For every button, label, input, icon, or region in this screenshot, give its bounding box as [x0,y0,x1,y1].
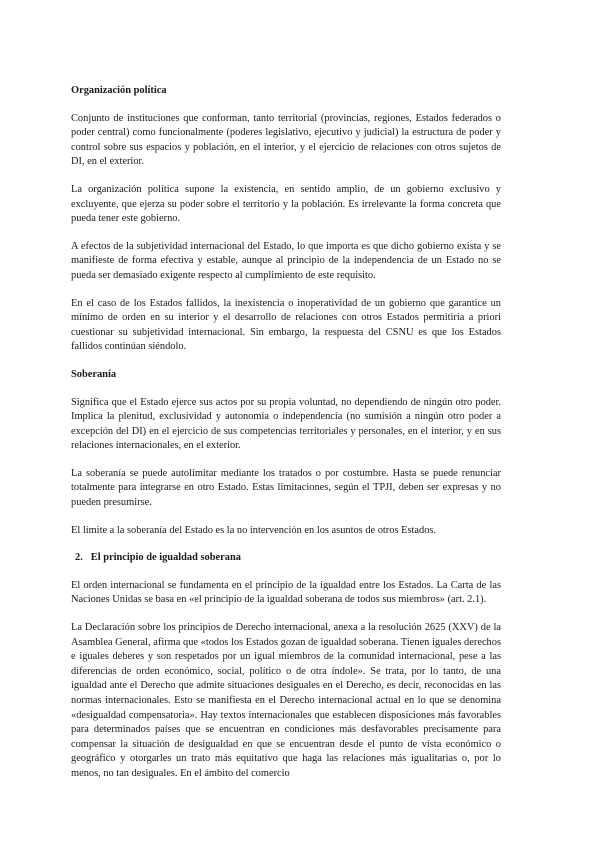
section-heading-igualdad [71,551,501,566]
paragraph: Significa que el Estado ejerce sus actos por su propia voluntad, no dependiendo de ningún otro poder. Implica la plenitud, exclusividad y autonomía o independencia (no sumisión a ningún otro poder a excepción del DI) en el ejercicio de sus competencias territoriales y personales, en el interior, y en sus relaciones internacionales, en el exterior. [71,396,501,452]
section-heading-organizacion: Organización política [71,85,167,96]
section-heading-text: El principio de igualdad soberana [90,552,241,564]
section-heading-soberania: Soberanía [71,368,117,380]
document-body [71,84,501,795]
paragraph: Conjunto de instituciones que conforman, tanto territorial (provincias, regiones, Estados federados o poder central) como funcionalmente (poderes legislativo, ejecutivo y judicial) la estructura de poder y control sobre sus espacios y población, en el interior, y el ejercicio de relaciones con otros sujetos de DI, en el exterior. [71,112,501,168]
paragraph: En el caso de los Estados fallidos, la inexistencia o inoperatividad de un gobierno que garantice un mínimo de orden en su interior y el desarrollo de relaciones con otros Estados permitiría a priori cuestionar su subjetividad internacional. Sin embargo, la respuesta del CSNU es que los Estados fallidos continúan siéndolo. [71,297,501,353]
paragraph: El límite a la soberanía del Estado es la no intervención en los asuntos de otros Estados. [71,524,437,536]
paragraph: El orden internacional se fundamenta en el principio de la igualdad entre los Estados. La Carta de las Naciones Unidas se basa en «el principio de la igualdad soberana de todos sus miembros» (art. 2.1). [71,579,501,606]
paragraph: La organización política supone la existencia, en sentido amplio, de un gobierno exclusivo y excluyente, que ejerza su poder sobre el territorio y la población. Es irrelevante la forma concreta que pueda tener este gobierno. [71,183,501,225]
section-number: 2. [75,552,83,564]
paragraph: La soberanía se puede autolimitar mediante los tratados o por costumbre. Hasta se puede renunciar totalmente para integrarse en otro Estado. Estas limitaciones, según el TPJI, deben ser expresas y no pueden presumirse. [71,467,501,509]
paragraph: A efectos de la subjetividad internacional del Estado, lo que importa es que dicho gobierno exista y se manifieste de forma efectiva y estable, aunque al principio de la independencia de un Estado no se pueda ser demasiado exigente respecto al cumplimiento de este requisito. [71,240,501,281]
paragraph: La Declaración sobre los principios de Derecho internacional, anexa a la resolución 2625 (XXV) de la Asamblea General, afirma que «todos los Estados gozan de igualdad soberana. Tienen iguales derechos e iguales deberes y son respetados por un igual miembros de la comunidad internacional, pese a las diferencias de orden económico, social, político o de otra índole». Se trata, por lo tanto, de una igualdad ante el Derecho que admite situaciones desiguales en el Derecho, es decir, reconocidas en las normas internacionales. Esto se manifiesta en el Derecho internacional actual en lo que se denomina «desigualdad compensatoria». Hay textos internacionales que establecen disposiciones más favorables para determinados países que se encuentran en condiciones más desfavorables precisamente para compensar la situación de desigualdad en que se encuentran desde el punto de vista económico o geográfico y otorgarles un trato más equitativo que haga las relaciones más igualitarias o, por lo menos, no tan desiguales. En el ámbito del comercio [71,622,501,779]
